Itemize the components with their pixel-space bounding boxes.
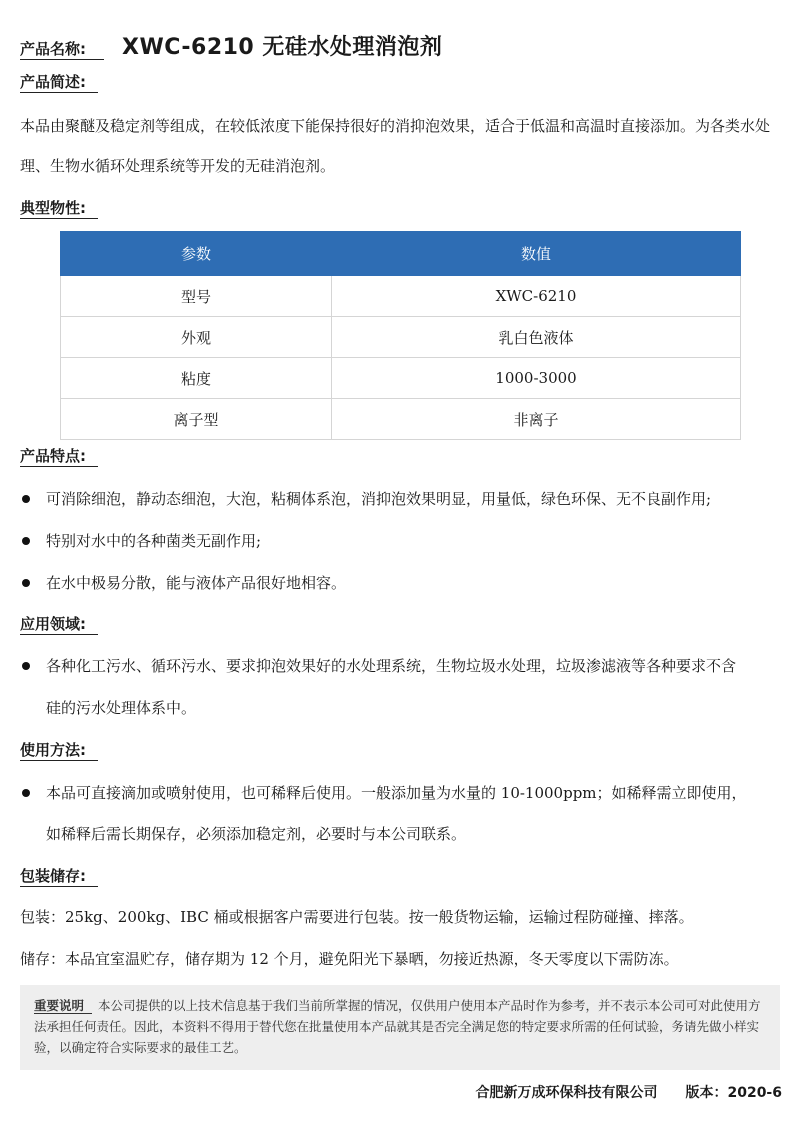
table-cell-param: 外观 bbox=[61, 317, 332, 358]
table-row bbox=[61, 317, 741, 358]
product-name: XWC-6210 无硅水处理消泡剂 bbox=[122, 35, 443, 60]
footer bbox=[475, 1082, 782, 1102]
table-header-param: 参数 bbox=[61, 232, 332, 276]
packaging-text: 包装：25kg、200kg、IBC 桶或根据客户需要进行包装。按一般货物运输，运输过程防碰撞、摔落。 bbox=[20, 908, 694, 926]
notice-text: 本公司提供的以上技术信息基于我们当前所掌握的情况，仅供用户使用本产品时作为参考，并不表示本公司可对此使用方法承担任何责任。因此，本资料不得用于替代您在批量使用本产品就其是否完全满足您的特定要求所需的任何试验，务请先做小样实验，以确定符合实际要求的最佳工艺。 bbox=[34, 998, 761, 1055]
properties-heading: 典型物性: bbox=[20, 198, 98, 219]
bullet-icon bbox=[22, 662, 30, 670]
feature-item bbox=[20, 489, 711, 509]
feature-text: 特别对水中的各种菌类无副作用; bbox=[46, 532, 262, 550]
usage-text-line2: 如稀释后需长期保存，必须添加稳定剂，必要时与本公司联系。 bbox=[46, 825, 467, 843]
title-row bbox=[20, 30, 442, 60]
table-cell-param: 型号 bbox=[61, 276, 332, 317]
description-text: 本品由聚醚及稳定剂等组成，在较低浓度下能保持很好的消抑泡效果，适合于低温和高温时直接添加。为各类水处理、生物水循环处理系统等开发的无硅消泡剂。 bbox=[20, 117, 771, 175]
storage-text: 储存：本品宜室温贮存，储存期为 12 个月，避免阳光下暴晒，勿接近热源，冬天零度以下需防冻。 bbox=[20, 950, 679, 968]
properties-table bbox=[60, 231, 741, 440]
usage-item bbox=[20, 783, 747, 803]
bullet-icon bbox=[22, 495, 30, 503]
table-cell-param: 粘度 bbox=[61, 358, 332, 399]
table-row bbox=[61, 358, 741, 399]
application-item bbox=[20, 656, 736, 676]
usage-heading: 使用方法: bbox=[20, 740, 98, 761]
notice-body bbox=[34, 995, 769, 1058]
product-name-label: 产品名称: bbox=[20, 38, 104, 60]
table-cell-param: 离子型 bbox=[61, 399, 332, 440]
feature-item bbox=[20, 531, 261, 551]
version-label: 版本：2020-6 bbox=[685, 1085, 782, 1101]
feature-text: 可消除细泡，静动态细泡，大泡，粘稠体系泡，消抑泡效果明显，用量低，绿色环保、无不良副作用; bbox=[46, 490, 712, 508]
features-heading: 产品特点: bbox=[20, 446, 98, 467]
table-cell-value: 1000-3000 bbox=[332, 358, 741, 399]
table-cell-value: XWC-6210 bbox=[332, 276, 741, 317]
usage-text-line1: 本品可直接滴加或喷射使用，也可稀释后使用。一般添加量为水量的 10-1000ppm；如稀释需立即使用， bbox=[46, 784, 747, 802]
packaging-heading: 包装储存: bbox=[20, 866, 98, 887]
notice-label: 重要说明 bbox=[34, 998, 92, 1014]
table-header-value: 数值 bbox=[332, 232, 741, 276]
bullet-icon bbox=[22, 537, 30, 545]
bullet-icon bbox=[22, 579, 30, 587]
applications-heading: 应用领域: bbox=[20, 614, 98, 635]
description-heading: 产品简述: bbox=[20, 72, 98, 93]
application-text-line1: 各种化工污水、循环污水、要求抑泡效果好的水处理系统，生物垃圾水处理，垃圾渗滤液等各种要求不含 bbox=[46, 657, 737, 675]
table-row bbox=[61, 399, 741, 440]
application-text-line2: 硅的污水处理体系中。 bbox=[46, 699, 197, 717]
bullet-icon bbox=[22, 789, 30, 797]
feature-item bbox=[20, 573, 346, 593]
company-name: 合肥新万成环保科技有限公司 bbox=[475, 1085, 658, 1101]
table-cell-value: 乳白色液体 bbox=[332, 317, 741, 358]
table-cell-value: 非离子 bbox=[332, 399, 741, 440]
table-row bbox=[61, 276, 741, 317]
table-header-row bbox=[61, 232, 741, 276]
important-notice bbox=[20, 985, 780, 1070]
feature-text: 在水中极易分散，能与液体产品很好地相容。 bbox=[46, 574, 347, 592]
